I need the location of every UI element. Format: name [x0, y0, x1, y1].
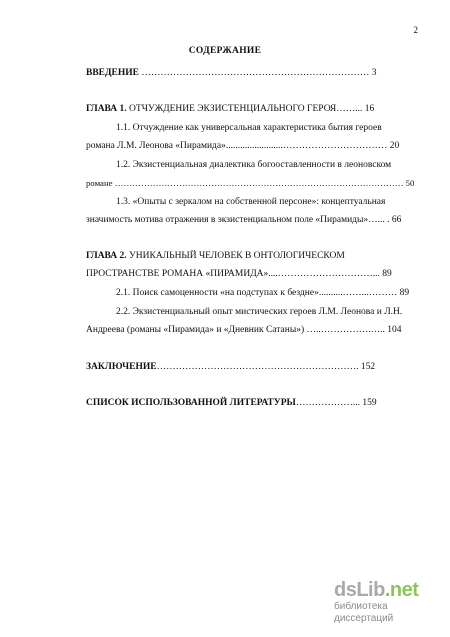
toc-conclusion-page: ………………………………………………………. 152 — [156, 362, 376, 372]
toc-chapter-1-title: ОТЧУЖДЕНИЕ ЭКЗИСТЕНЦИАЛЬНОГО ГЕРОЯ……... 16 — [126, 104, 375, 114]
toc-section-1-3-line1: 1.3. «Опыты с зеркалом на собственной персоне»: концептуальная — [116, 197, 386, 207]
toc-section-2-2-line2: Андреева (романы «Пирамида» и «Дневник Сатаны») …..…………….….. 104 — [86, 325, 402, 335]
toc-conclusion-label: ЗАКЛЮЧЕНИЕ — [86, 362, 157, 372]
toc-section-1-1-line2: романа Л.М. Леонова «Пирамида»........................…………………………… 20 — [86, 141, 400, 151]
toc-intro-leader: ……………………………………………………………… — [139, 68, 372, 78]
toc-bibliography — [86, 397, 377, 409]
toc-bibliography-label: СПИСОК ИСПОЛЬЗОВАННОЙ ЛИТЕРАТУРЫ — [86, 398, 296, 408]
toc-chapter-2-line1 — [86, 250, 345, 262]
toc-chapter-1 — [86, 103, 374, 115]
toc-section-1-1-line1: 1.1. Отчуждение как универсальная характеристика бытия героев — [116, 123, 382, 133]
toc-chapter-2-number: ГЛАВА 2. — [86, 251, 127, 261]
page-title: СОДЕРЖАНИЕ — [188, 46, 262, 56]
toc-section-1-2-line1: 1.2. Экзистенциальная диалектика богооставленности в леоновском — [116, 160, 392, 170]
toc-section-1-2-line2: романе ……………………………………………………………………………………… 50 — [86, 178, 415, 188]
toc-chapter-2-line2: ПРОСТРАНСТВЕ РОМАНА «ПИРАМИДА»....…………………………... 89 — [86, 269, 392, 279]
watermark-logo-main: dsLib — [334, 579, 385, 601]
toc-section-2-1: 2.1. Поиск самоценности «на подступах к бездне»..........……...……… 89 — [116, 288, 410, 298]
toc-bibliography-page: ………………... 159 — [295, 398, 377, 408]
toc-conclusion — [86, 361, 375, 373]
toc-intro — [86, 67, 377, 79]
toc-chapter-1-number: ГЛАВА 1. — [86, 104, 127, 114]
toc-section-2-2-line1: 2.2. Экзистенциальный опыт мистических героев Л.М. Леонова и Л.Н. — [116, 307, 403, 317]
toc-intro-page: 3 — [371, 68, 377, 78]
watermark-subtitle: библиотека диссертаций — [334, 601, 394, 624]
page-number: 2 — [413, 25, 418, 35]
toc-chapter-2-title: УНИКАЛЬНЫЙ ЧЕЛОВЕК В ОНТОЛОГИЧЕСКОМ — [126, 251, 345, 261]
toc-section-1-3-line2: значимость мотива отражения в экзистенциальном поле «Пирамиды»…... . 66 — [86, 215, 402, 225]
dslib-watermark — [334, 580, 436, 625]
toc-intro-label: ВВЕДЕНИЕ — [86, 68, 139, 78]
watermark-logo — [334, 580, 436, 600]
watermark-logo-tld: .net — [384, 579, 419, 601]
